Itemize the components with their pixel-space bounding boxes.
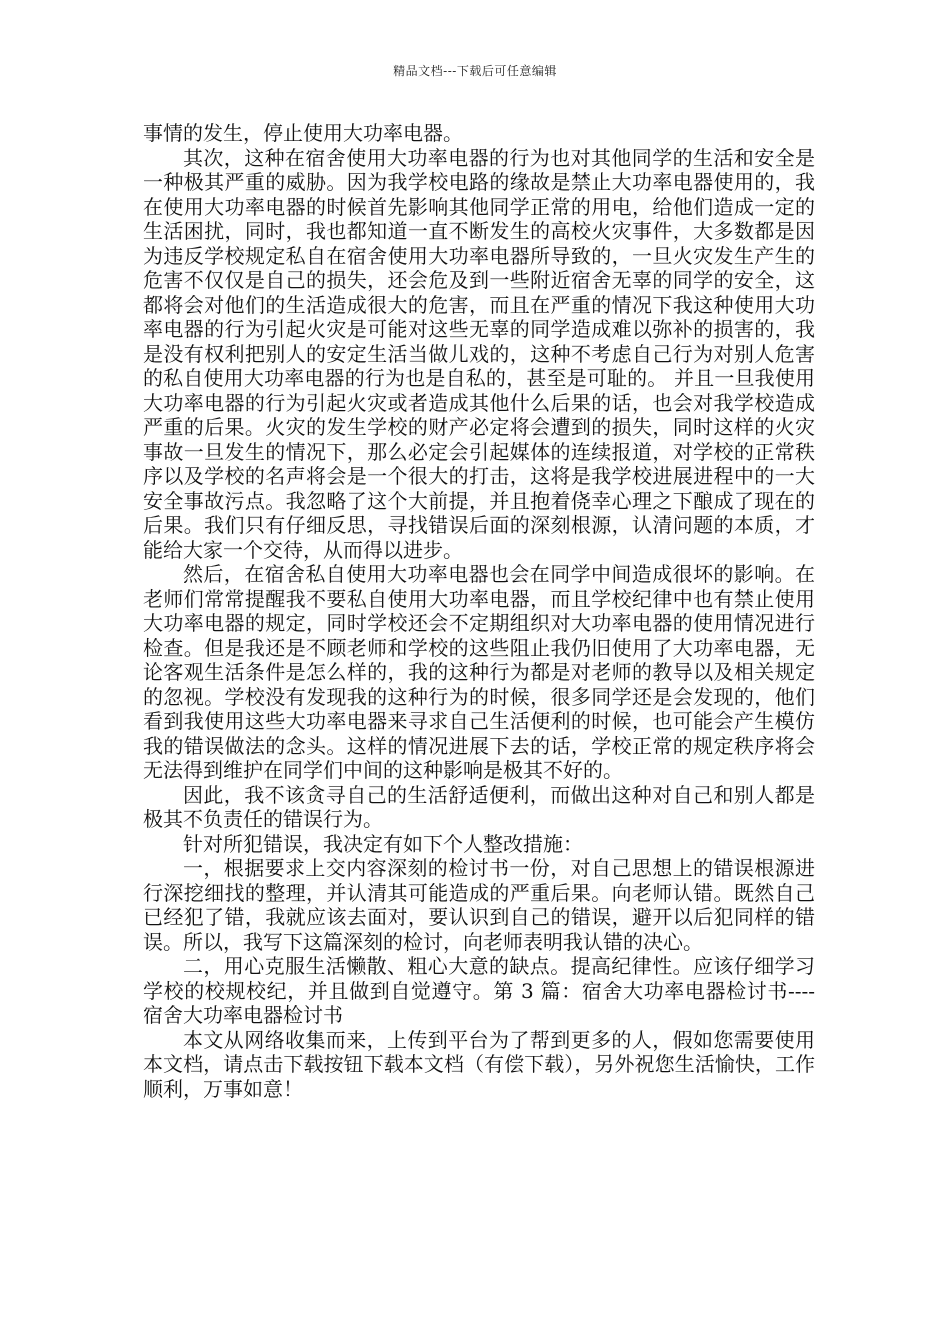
- paragraph: 然后，在宿舍私自使用大功率电器也会在同学中间造成很坏的影响。在老师们常常提醒我不要私自使用大功率电器，而且学校纪律中也有禁止使用大功率电器的规定，同时学校还会不定期组织对大功率电器的使用情况进行检查。但是我还是不顾老师和学校的这些阻止我仍旧使用了大功率电器，无论客观生活条件是怎么样的，我的这种行为都是对老师的教导以及相关规定的忽视。学校没有发现我的这种行为的时候，很多同学还是会发现的，他们看到我使用这些大功率电器来寻求自己生活便利的时候，也可能会产生模仿我的错误做法的念头。这样的情况进展下去的话，学校正常的规定秩序将会无法得到维护在同学们中间的这种影响是极其不好的。: [143, 562, 815, 782]
- paragraph: 一，根据要求上交内容深刻的检讨书一份，对自己思想上的错误根源进行深挖细找的整理，并认清其可能造成的严重后果。向老师认错。既然自己已经犯了错，我就应该去面对，要认识到自己的错误，避开以后犯同样的错误。所以，我写下这篇深刻的检讨，向老师表明我认错的决心。: [143, 856, 815, 954]
- paragraph: 因此，我不该贪寻自己的生活舒适便利，而做出这种对自己和别人都是极其不负责任的错误行为。: [143, 782, 815, 831]
- paragraph: 针对所犯错误，我决定有如下个人整改措施：: [183, 831, 583, 856]
- document-body: [143, 121, 815, 1101]
- paragraph: 本文从网络收集而来，上传到平台为了帮到更多的人，假如您需要使用本文档，请点击下载按钮下载本文档（有偿下载），另外祝您生活愉快，工作顺利，万事如意！: [143, 1027, 815, 1101]
- paragraph: 二，用心克服生活懒散、粗心大意的缺点。提高纪律性。应该仔细学习学校的校规校纪，并且做到自觉遵守。第 3 篇：宿舍大功率电器检讨书---- 宿舍大功率电器检讨书: [143, 954, 815, 1027]
- paragraph: 其次，这种在宿舍使用大功率电器的行为也对其他同学的生活和安全是一种极其严重的威胁。因为我学校电路的缘故是禁止大功率电器使用的，我在使用大功率电器的时候首先影响其他同学正常的用电，给他们造成一定的生活困扰，同时，我也都知道一直不断发生的高校火灾事件，大多数都是因为违反学校规定私自在宿舍使用大功率电器所导致的，一旦火灾发生产生的危害不仅仅是自己的损失，还会危及到一些附近宿舍无辜的同学的安全，这都将会对他们的生活造成很大的危害，而且在严重的情况下我这种使用大功率电器的行为引起火灾是可能对这些无辜的同学造成难以弥补的损害的，我是没有权利把别人的安定生活当做儿戏的，这种不考虑自己行为对别人危害的私自使用大功率电器的行为也是自私的，甚至是可耻的。 并且一旦我使用大功率电器的行为引起火灾或者造成其他什么后果的话，也会对我学校造成严重的后果。火灾的发生学校的财产必定将会遭到的损失，同时这样的火灾事故一旦发生的情况下，那么必定会引起媒体的连续报道，对学校的正常秩序以及学校的名声将会是一个很大的打击，这将是我学校进展进程中的一大安全事故污点。我忽略了这个大前提，并且抱着侥幸心理之下酿成了现在的后果。我们只有仔细反思，寻找错误后面的深刻根源，认清问题的本质，才能给大家一个交待，从而得以进步。: [143, 145, 815, 562]
- page-header: 精品文档---下载后可任意编辑: [393, 64, 557, 78]
- paragraph: 事情的发生，停止使用大功率电器。: [143, 121, 463, 145]
